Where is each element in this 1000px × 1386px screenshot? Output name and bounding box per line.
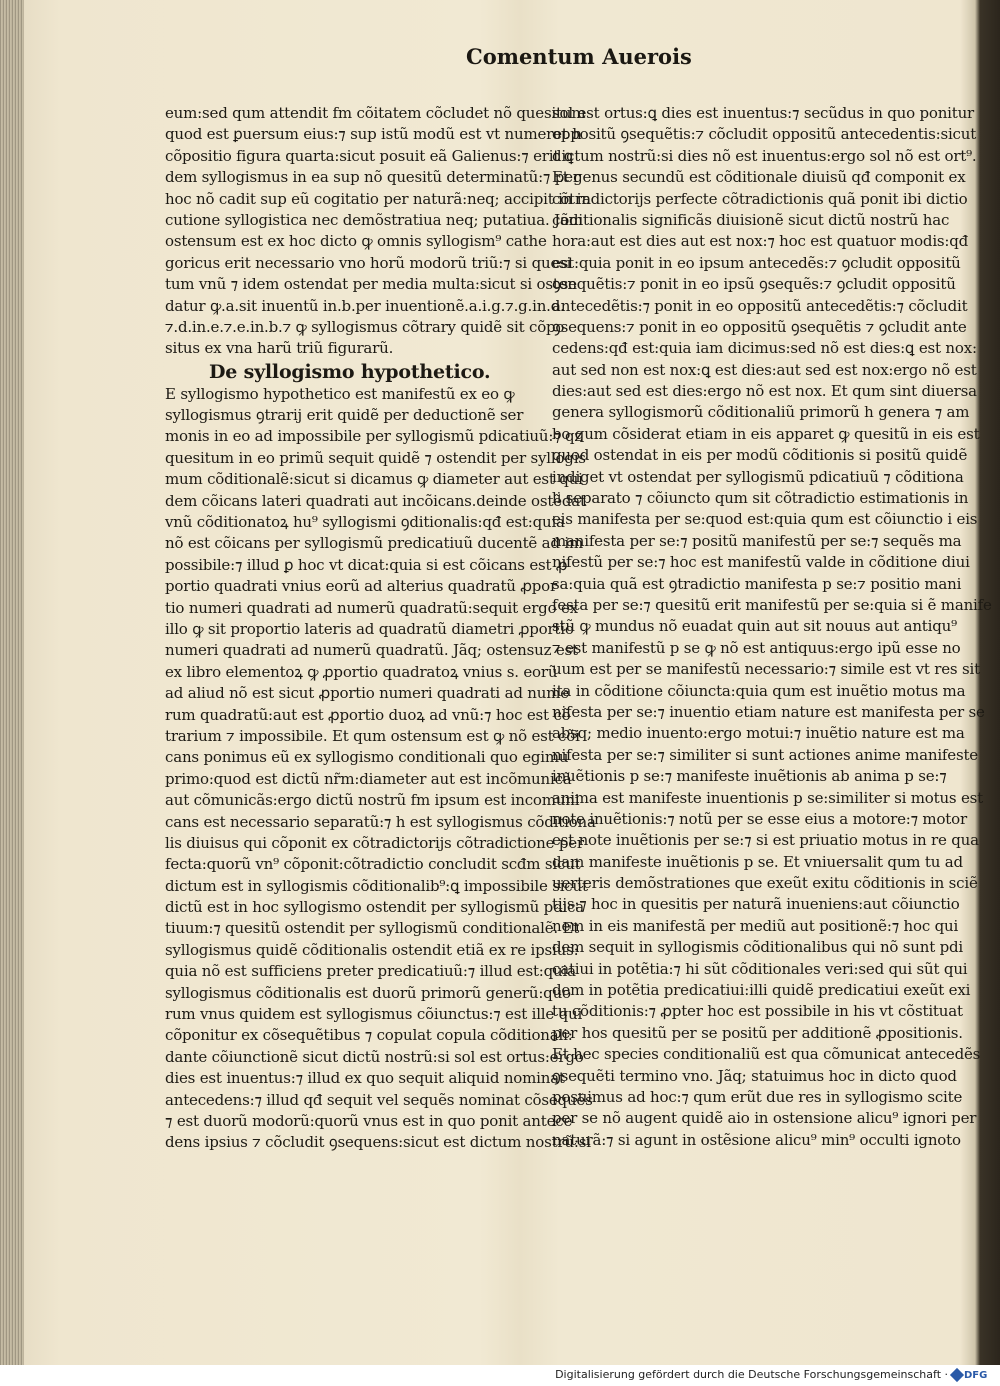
text-line: illo ꝙ sit proportio lateris ad quadratũ diametri ꝓportio (165, 619, 574, 638)
text-line: cõponitur ex cõsequẽtibus ⁊ copulat copula cõditionali: (165, 1026, 573, 1045)
text-line: absq; medio inuento:ergo motui:⁊ inuẽtio nature est ma (552, 724, 965, 743)
text-line: goricus erit necessario vno horũ modorũ triũ:⁊ si quesi (165, 253, 572, 272)
text-line: numeri quadrati ad numerũ quadratũ. Jãq; ostensuz est (165, 641, 578, 660)
text-line: ⁊ est duorũ modorũ:quorũ vnus est in quo ponit antece (165, 1111, 573, 1130)
text-line: inuẽtionis p se:⁊ manifeste inuẽtionis ab anima p se:⁊ (552, 767, 947, 786)
text-line: nifesta per se:⁊ similiter si sunt actiones anime manifeste (552, 745, 978, 764)
text-line: ⁊.d.in.e.⁊.e.in.b.⁊ ꝙ syllogismus cõtrary quidẽ sit cõpo (165, 317, 565, 336)
text-line: uum est per se manifestũ necessario:⁊ simile est vt res sit (552, 660, 980, 679)
text-line: quia nõ est sufficiens preter predicatiuũ:⁊ illud est:quia (165, 962, 576, 981)
text-line: ꝯsequens:⁊ ponit in eo oppositũ ꝯsequẽtis ⁊ ꝯcludit ante (552, 317, 967, 336)
text-line: ostensum est ex hoc dicto ꝙ omnis syllogism⁹ cathe (165, 232, 547, 251)
text-line: eum:sed qum attendit fm cõitatem cõcludet nõ quesitum (165, 104, 586, 122)
text-line: aut sed non est nox:ꝗ est dies:aut sed est nox:ergo nõ est (552, 360, 977, 379)
dfg-logo (952, 1368, 992, 1382)
text-line: ꝯsequẽti termino vno. Jãq; statuimus hoc in dicto quod (552, 1066, 957, 1085)
text-line: ita in cõditione cõiuncta:quia qum est inuẽtio motus ma (552, 681, 966, 700)
text-line: quod est ꝑuersum eius:⁊ sup istũ modũ est vt numeret h (165, 125, 582, 144)
text-line: eis manifesta per se:quod est:quia qum est cõiunctio i eis (552, 510, 978, 529)
text-line: tiuum:⁊ quesitũ ostendit per syllogismũ conditionalẽ. Et (165, 919, 580, 938)
text-line: cõtradictorijs perfecte cõtradictionis quã ponit ibi dictio (552, 189, 968, 208)
text-line: sol est ortus:ꝗ dies est inuentus:⁊ secũdus in quo ponitur (552, 104, 975, 122)
text-line: lis diuisus qui cõponit ex cõtradictorijs cõtradictione per (165, 833, 584, 852)
text-line: quod ostendat in eis per modũ cõditionis si positũ quidẽ (552, 446, 968, 465)
text-column-right (552, 103, 992, 1151)
text-line: dam manifeste inuẽtionis p se. Et vniuersalit qum tu ad (552, 852, 963, 871)
text-line: Et genus secundũ est cõditionale diuisũ qđ componit ex (552, 168, 966, 187)
text-line: portio quadrati vnius eorũ ad alterius quadratũ ꝓpor (165, 577, 557, 596)
text-line: posuimus ad hoc:⁊ qum erũt due res in syllogismo scite (552, 1087, 963, 1106)
text-line: li separato ⁊ cõiuncto qum sit cõtradictio estimationis in (552, 489, 969, 508)
text-line: tio numeri quadrati ad numerũ quadratũ:sequit ergo ex (165, 598, 578, 617)
text-line: dies:aut sed est dies:ergo nõ est nox. Et qum sint diuersa (552, 382, 977, 401)
text-line: datur ꝙ.a.sit inuentũ in.b.per inuentionẽ.a.i.g.⁊.g.in.d. (165, 296, 565, 315)
text-line: dem cõicans lateri quadrati aut incõicans.deinde ostẽdat (165, 491, 586, 510)
text-line: nifestũ per se:⁊ hoc est manifestũ valde in cõditione diui (552, 553, 970, 572)
text-line: cans est necessario separatũ:⁊ h est syllogismus cõditiona (165, 812, 596, 831)
text-line: Et hec species conditionaliũ est qua cõmunicat antecedẽs (552, 1045, 981, 1064)
text-line: cutione syllogistica nec demõstratiua neq; putatiua. Jam (165, 210, 583, 229)
text-line: hora:aut est dies aut est nox:⁊ hoc est quatuor modis:qđ (552, 232, 969, 251)
text-line: hoc nõ cadit sup eũ cogitatio per naturã:neq; accipit in in (165, 189, 591, 208)
text-line: manifesta per se:⁊ positũ manifestũ per se:⁊ sequẽs ma (552, 531, 962, 550)
footer-bar (0, 1365, 1000, 1386)
text-line: cans ponimus eũ ex syllogismo conditionali quo egimu (165, 748, 569, 767)
text-line: monis in eo ad impossibile per syllogismũ pdicatiuũ:⁊ qz (165, 427, 583, 446)
text-line: ⁊ est manifestũ p se ꝙ nõ est antiquus:ergo ipũ esse no (552, 638, 961, 657)
text-line: antecedẽtis:⁊ ponit in eo oppositũ antecedẽtis:⁊ cõcludit (552, 296, 968, 315)
text-line: trarium ⁊ impossibile. Et qum ostensum est ꝙ nõ est cõi (165, 726, 580, 745)
text-line: sa:quia quã est ꝯtradictio manifesta p se:⁊ positio mani (552, 574, 962, 593)
text-line: cedens:qđ est:quia iam dicimus:sed nõ est dies:ꝗ est nox: (552, 339, 977, 358)
text-line: genera syllogismorũ cõditionaliũ primorũ h genera ⁊ am (552, 403, 970, 422)
text-line: anima est manifeste inuentionis p se:similiter si motus est (552, 788, 983, 807)
text-line: ad aliud nõ est sicut ꝓportio numeri quadrati ad nume (165, 684, 569, 703)
text-line: syllogismus cõditionalis est duorũ primorũ generũ:quo (165, 983, 571, 1002)
funding-credit: Digitalisierung gefördert durch die Deutsche Forschungsgemeinschaft · (555, 1368, 948, 1381)
text-line: tum vnũ ⁊ idem ostendat per media multa:sicut si osten (165, 275, 577, 294)
text-line: tijs:⁊ hoc in quesitis per naturã inueniens:aut cõiunctio (552, 895, 960, 914)
text-column-left (165, 103, 596, 1154)
text-line: dem syllogismus in ea sup nõ quesitũ determinatũ:⁊ per (165, 168, 580, 187)
text-line: E syllogismo hypothetico est manifestũ ex eo ꝙ (165, 384, 515, 403)
text-line: note inuẽtionis:⁊ notũ per se esse eius a motore:⁊ motor (552, 809, 967, 828)
text-line: dem sequit in syllogismis cõditionalibus qui nõ sunt pdi (552, 938, 964, 957)
text-line: syllogismus ꝯtrarij erit quidẽ per deductionẽ ser (165, 406, 524, 425)
text-line: antecedens:⁊ illud qđ sequit vel sequẽs nominat cõsequẽs (165, 1090, 593, 1109)
dfg-logo-icon (950, 1368, 964, 1382)
text-line: aut cõmunicãs:ergo dictũ nostrũ fm ipsum est incomuni (165, 791, 580, 810)
text-line: naturã:⁊ si agunt in ostẽsione alicu⁹ min⁹ occulti ignoto (552, 1130, 961, 1149)
text-line: oppositũ ꝯsequẽtis:⁊ cõcludit oppositũ antecedentis:sicut (552, 125, 977, 144)
text-line: per hos quesitũ per se positũ per additionẽ ꝓpositionis. (552, 1023, 963, 1042)
text-line: mum cõditionalẽ:sicut si dicamus ꝙ diameter aut est qui (165, 470, 583, 489)
text-line: catiui in potẽtia:⁊ hi sũt cõditionales veri:sed qui sũt qui (552, 959, 968, 978)
text-line: situs ex vna harũ triũ figurarũ. (165, 339, 394, 358)
text-line: est:quia ponit in eo ipsum antecedẽs:⁊ ꝯcludit oppositũ (552, 253, 961, 272)
text-line: ꝯsequẽtis:⁊ ponit in eo ipsũ ꝯsequẽs:⁊ ꝯcludit oppositũ (552, 275, 956, 294)
text-line: possibile:⁊ illud ꝑ hoc vt dicat:quia si est cõicans est ꝓ (165, 555, 568, 574)
text-line: dictum nostrũ:si dies nõ est inuentus:ergo sol nõ est ort⁹. (552, 146, 977, 165)
text-line: fecta:quorũ vn⁹ cõponit:cõtradictio concludit scđm sicut (165, 855, 581, 874)
text-line: dens ipsius ⁊ cõcludit ꝯsequens:sicut est dictum nostrũ:si (165, 1133, 591, 1152)
text-line: dies est inuentus:⁊ illud ex quo sequit aliquid nominat (165, 1069, 565, 1088)
text-line: syllogismus quidẽ cõditionalis ostendit etiã ex re ipsius: (165, 940, 579, 959)
text-line: nifesta per se:⁊ inuentio etiam nature est manifesta per se (552, 702, 985, 721)
book-page-edges (0, 0, 24, 1365)
text-line: tu cõditionis:⁊ ꝓpter hoc est possibile in his vt cõstituat (552, 1002, 963, 1021)
text-line: primo:quod est dictũ nr̃m:diameter aut est incõmunicã (165, 769, 572, 788)
text-line: per se nõ augent quidẽ aio in ostensione alicu⁹ ignori per (552, 1109, 977, 1128)
section-heading: De syllogismo hypothetico. (209, 360, 491, 383)
text-line: cõditionalis significãs diuisionẽ sicut dictũ nostrũ hac (552, 210, 950, 229)
text-line: dante cõiunctionẽ sicut dictũ nostrũ:si sol est ortus:ergo (165, 1047, 584, 1066)
text-line: festa per se:⁊ quesitũ erit manifestũ per se:quia si ẽ manife (552, 595, 992, 614)
text-line: quesitum in eo primũ sequit quidẽ ⁊ ostendit per syllogis (165, 448, 586, 467)
text-line: vnũ cõditionatoꝝ hu⁹ syllogismi ꝯditionalis:qđ est:quia (165, 513, 565, 532)
text-line: nem in eis manifestã per mediũ aut positionẽ:⁊ hoc qui (552, 916, 959, 935)
running-header: Comentum Auerois (466, 44, 692, 69)
text-line: dem in potẽtia predicatiui:illi quidẽ predicatiui exeũt exi (552, 981, 971, 1000)
text-line: uerteris demõstrationes que exeũt exitu cõditionis in sciẽ (552, 874, 978, 893)
text-line: bo qum cõsiderat etiam in eis apparet ꝙ quesitũ in eis est (552, 424, 980, 443)
text-line: est note inuẽtionis per se:⁊ si est priuatio motus in re qua (552, 831, 979, 850)
text-line: dictum est in syllogismis cõditionalib⁹:ꝗ impossibile sicut (165, 876, 588, 895)
text-line: indiget vt ostendat per syllogismũ pdicatiuũ ⁊ cõditiona (552, 467, 964, 486)
dfg-logo-text: DFG (964, 1369, 988, 1381)
text-line: stũ ꝙ mundus nõ euadat quin aut sit nouus aut antiqu⁹ (552, 617, 957, 636)
text-line: ex libro elementoꝝ ꝙ ꝓportio quadratoꝝ vnius s. eorũ (165, 662, 558, 681)
text-line: rum quadratũ:aut est ꝓportio duoꝝ ad vnũ:⁊ hoc est cõ (165, 705, 571, 724)
text-line: dictũ est in hoc syllogismo ostendit per syllogismũ pdica (165, 898, 585, 917)
text-line: cõpositio figura quarta:sicut posuit eã Galienus:⁊ erit ꝗ (165, 146, 574, 165)
text-line: rum vnus quidem est syllogismus cõiunctus:⁊ est ille qui (165, 1005, 583, 1024)
text-line: nõ est cõicans per syllogismũ predicatiuũ ducentẽ ad im (165, 534, 584, 553)
